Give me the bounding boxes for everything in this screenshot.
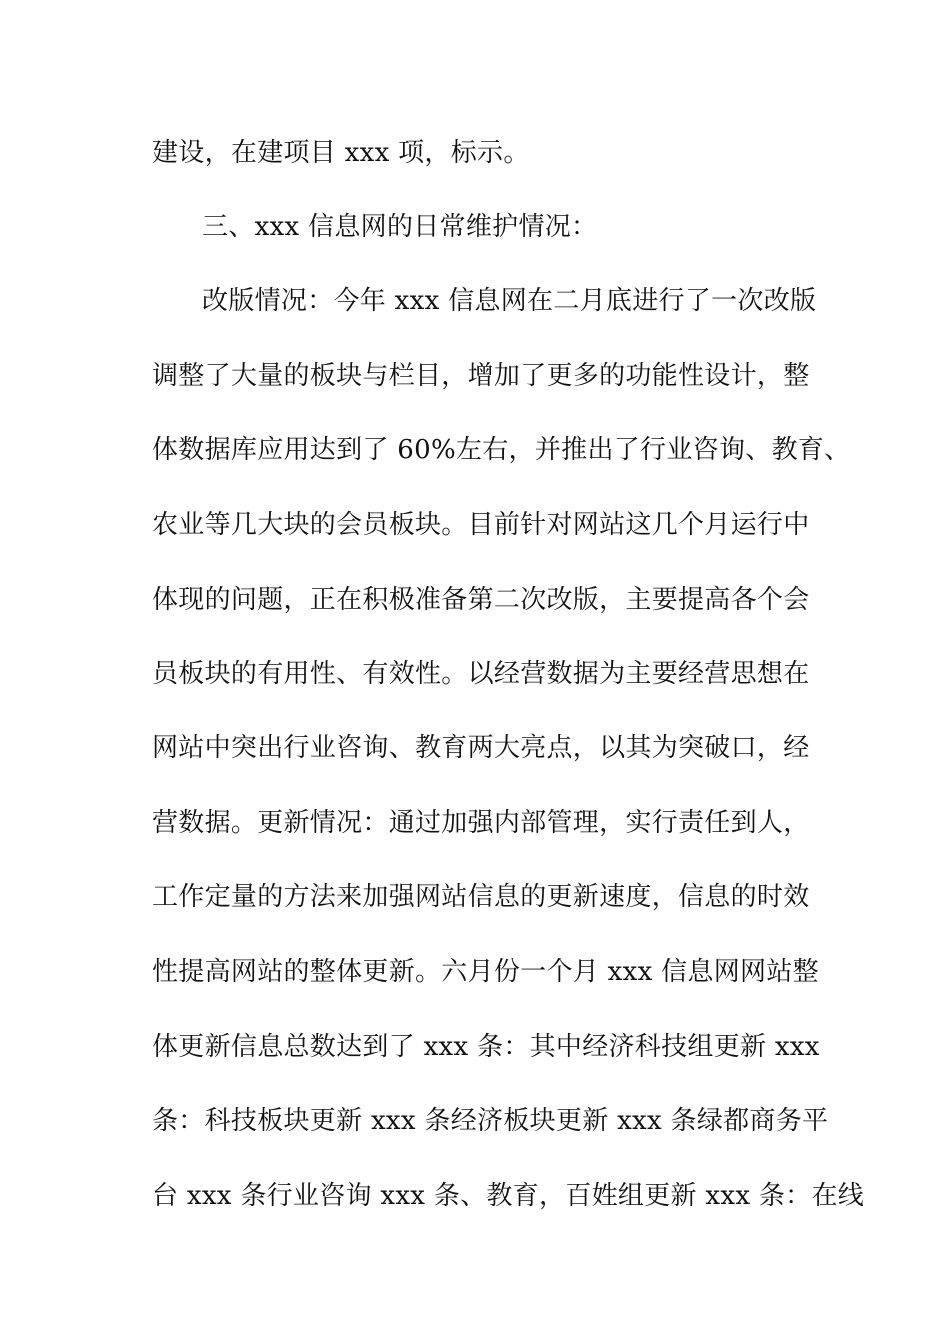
body-text-line: 建设，在建项目 xxx 项，标示。 xyxy=(152,138,530,168)
body-text-line: 营数据。更新情况：通过加强内部管理，实行责任到人， xyxy=(152,808,810,838)
body-text-line: 调整了大量的板块与栏目，增加了更多的功能性设计，整 xyxy=(152,361,810,391)
paragraph-first-line: 改版情况：今年 xxx 信息网在二月底进行了一次改版 xyxy=(202,286,817,316)
body-text-line: 性提高网站的整体更新。六月份一个月 xxx 信息网网站整 xyxy=(152,957,819,987)
body-text-line: 体更新信息总数达到了 xxx 条：其中经济科技组更新 xxx xyxy=(152,1032,820,1062)
body-text-line: 体数据库应用达到了 60%左右，并推出了行业咨询、教育、 xyxy=(152,435,851,465)
body-text-line: 工作定量的方法来加强网站信息的更新速度，信息的时效 xyxy=(152,882,810,912)
body-text-line: 条：科技板块更新 xxx 条经济板块更新 xxx 条绿都商务平 xyxy=(152,1106,829,1136)
body-text-line: 农业等几大块的会员板块。目前针对网站这几个月运行中 xyxy=(152,510,810,540)
body-text-line: 台 xxx 条行业咨询 xxx 条、教育，百姓组更新 xxx 条：在线 xyxy=(152,1181,865,1211)
body-text-line: 员板块的有用性、有效性。以经营数据为主要经营思想在 xyxy=(152,659,810,689)
body-text-line: 体现的问题，正在积极准备第二次改版，主要提高各个会 xyxy=(152,585,810,615)
section-heading: 三、xxx 信息网的日常维护情况： xyxy=(202,212,598,242)
body-text-line: 网站中突出行业咨询、教育两大亮点，以其为突破口，经 xyxy=(152,733,810,763)
